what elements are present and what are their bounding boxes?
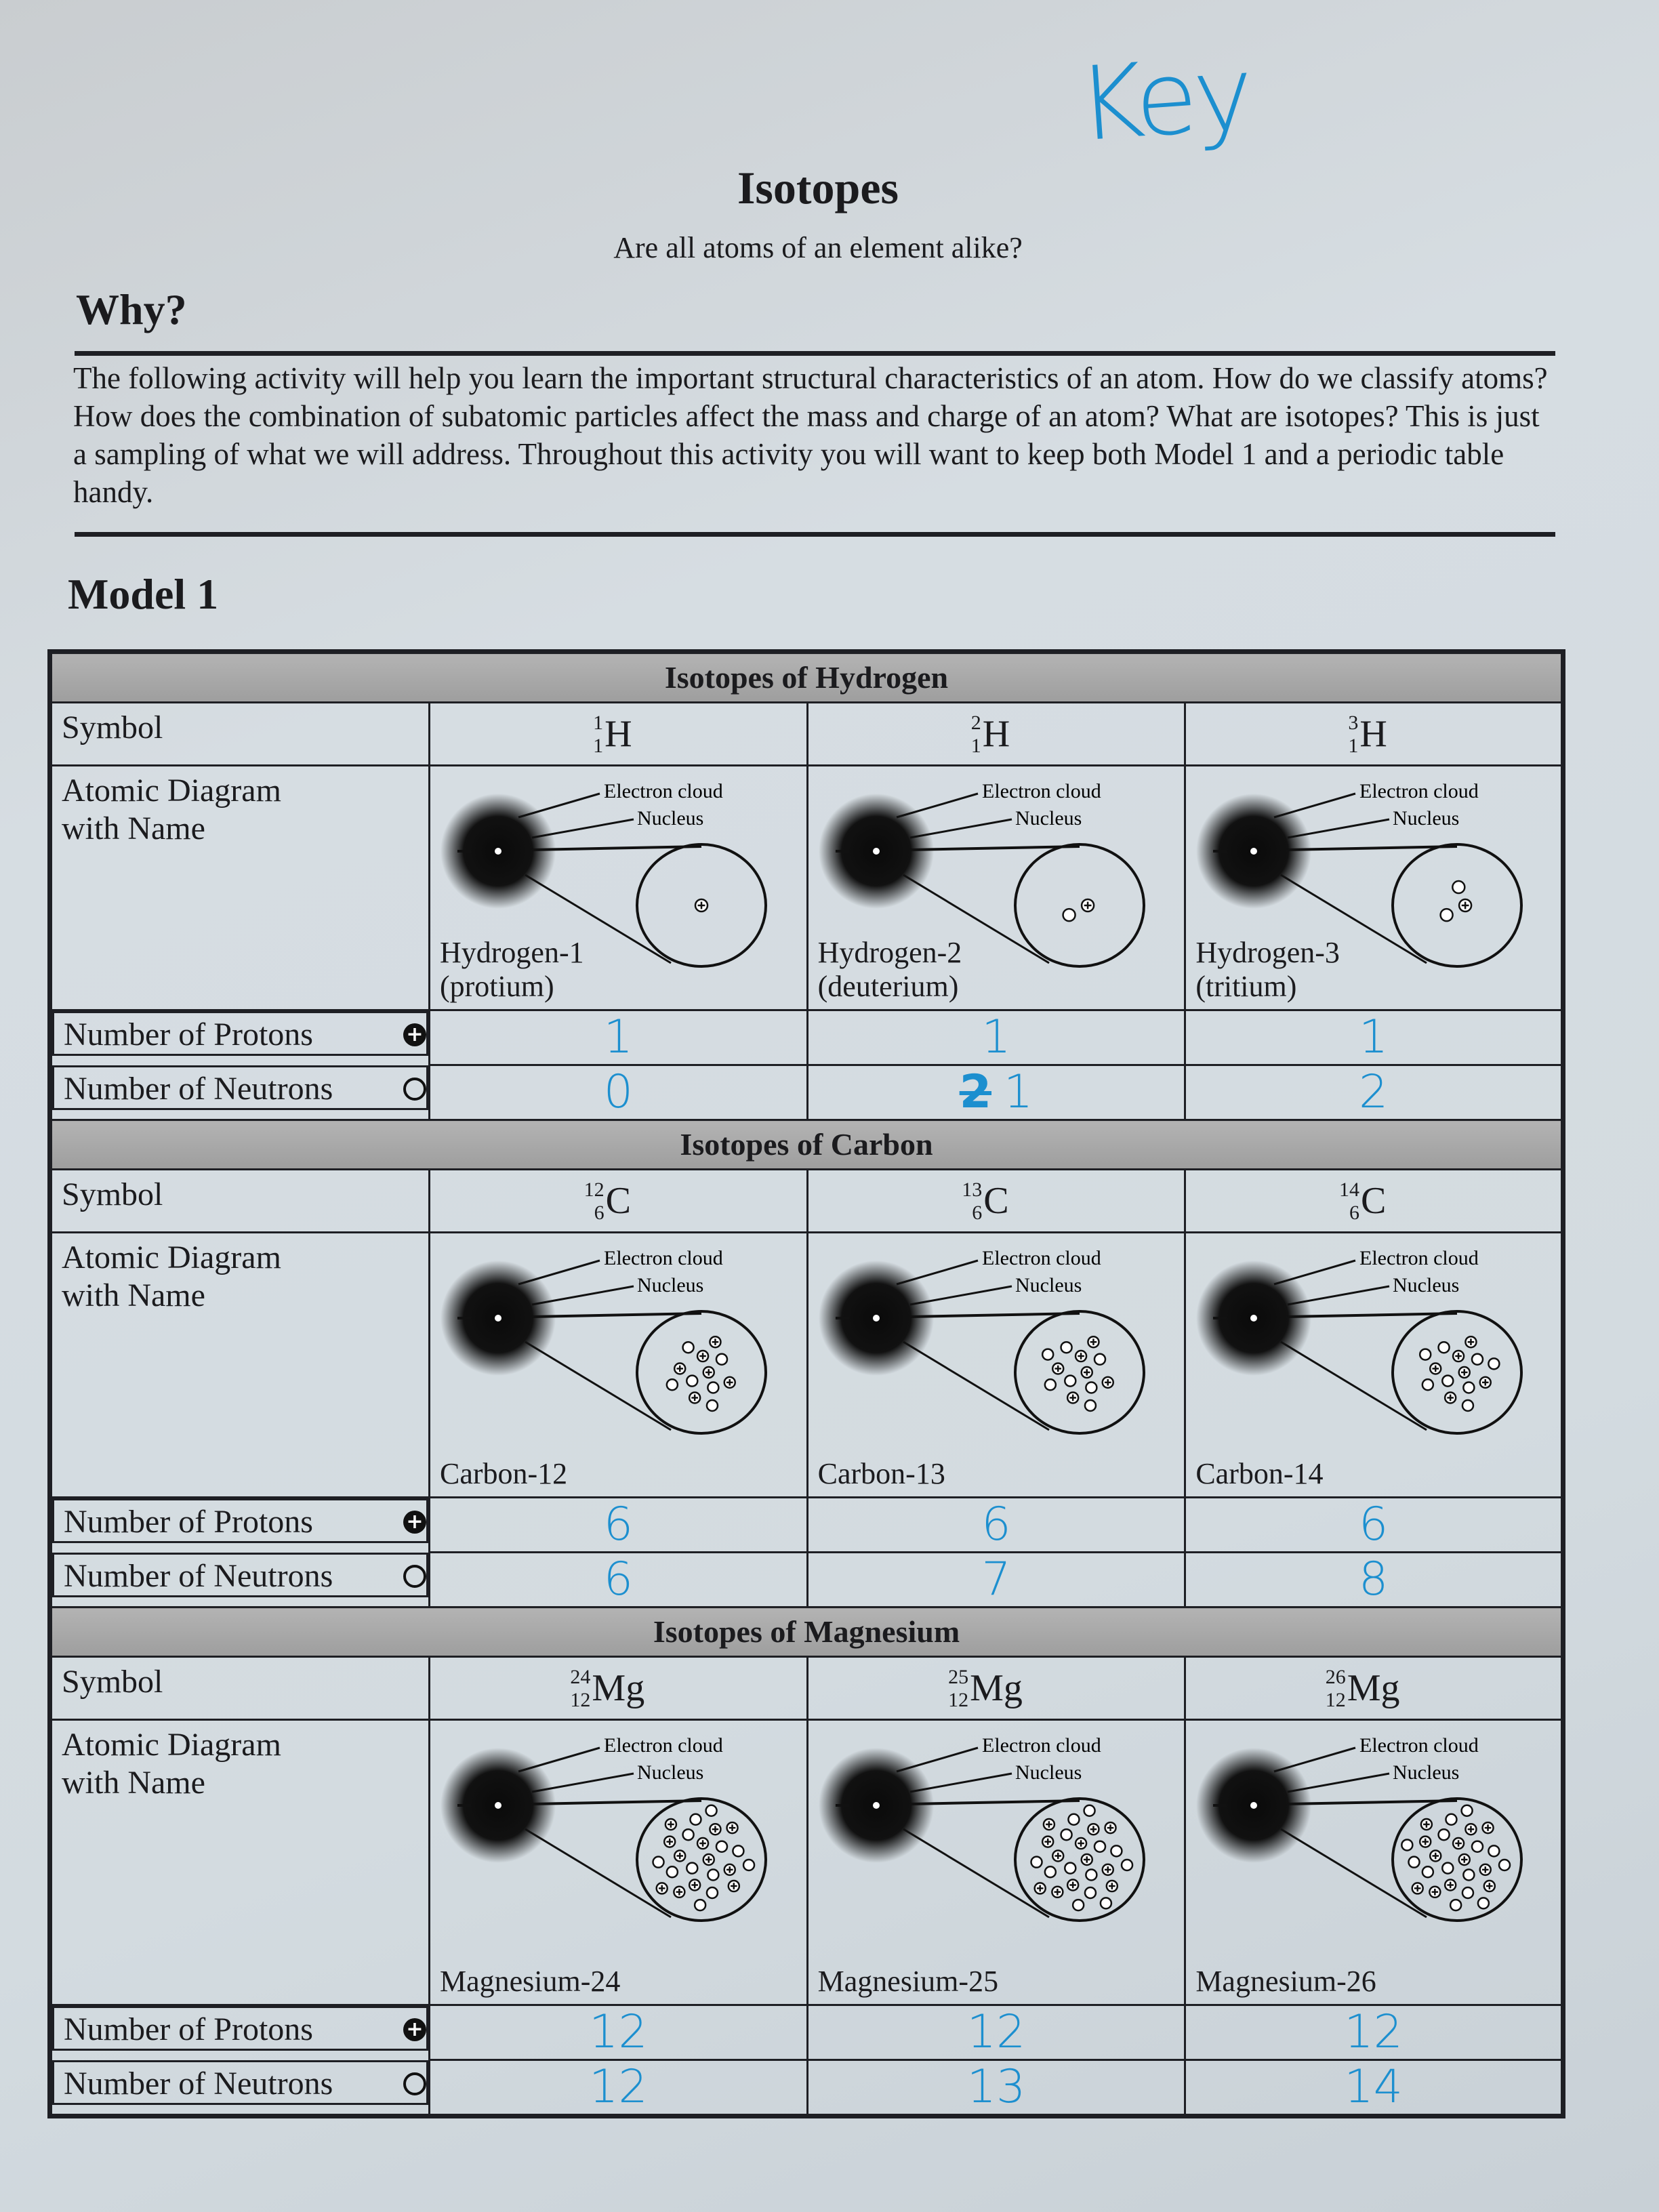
atom-diagram-icon — [1186, 1233, 1552, 1491]
atomic-number: 12 — [948, 1689, 969, 1711]
mass-number: 1 — [593, 712, 604, 734]
atom-diagram-icon — [430, 1233, 796, 1491]
answer-value: 0 — [603, 1065, 633, 1119]
neutron-particle — [1443, 1376, 1454, 1387]
answer-value: 13 — [966, 2060, 1026, 2114]
atom-diagram-icon — [808, 1721, 1174, 1999]
handwritten-answer-protons — [807, 1498, 1185, 1553]
isotope-common-name: (protium) — [440, 970, 554, 1003]
section-header-row — [50, 1120, 1563, 1170]
mass-number: 26 — [1325, 1666, 1346, 1688]
handwritten-answer-neutrons — [807, 2060, 1185, 2116]
atomic-number: 1 — [970, 735, 981, 757]
isotope-name-text: Magnesium-24 — [440, 1965, 621, 1998]
isotope-symbol — [807, 1170, 1185, 1233]
row-label-diagram: Atomic Diagram with Name — [50, 766, 430, 1010]
divider — [75, 532, 1555, 537]
divider — [75, 351, 1555, 356]
symbol-row — [50, 703, 1563, 766]
atomic-number: 1 — [593, 735, 604, 757]
neutron-particle — [1086, 1870, 1097, 1881]
electron-cloud-label: Electron cloud — [1359, 780, 1479, 802]
handwritten-answer-neutrons — [1185, 1553, 1563, 1607]
element-symbol: Mg — [592, 1667, 645, 1709]
neutron-particle — [1045, 1379, 1056, 1390]
symbol-row — [50, 1657, 1563, 1720]
isotope-symbol — [430, 1170, 808, 1233]
neutron-particle — [1462, 1805, 1473, 1816]
neutron-particle — [1462, 1887, 1473, 1898]
open-circle-icon — [403, 1565, 426, 1588]
page-title: Isotopes — [737, 162, 899, 213]
handwritten-answer-neutrons — [807, 1065, 1185, 1120]
electron-cloud-label: Electron cloud — [604, 1734, 723, 1757]
isotope-name — [1195, 1965, 1376, 1999]
mass-number: 13 — [962, 1179, 983, 1201]
neutron-particle — [1450, 1900, 1461, 1910]
neutron-particle — [695, 1900, 705, 1910]
neutron-particle — [687, 1376, 697, 1387]
neutron-particle — [1441, 909, 1453, 921]
neutron-particle — [1065, 1863, 1076, 1874]
atom-diagram-icon — [430, 1721, 796, 1999]
answer-value: 1 — [1359, 1010, 1389, 1064]
neutron-particle — [733, 1845, 743, 1856]
handwritten-answer-protons — [1185, 1498, 1563, 1553]
electron-cloud-label: Electron cloud — [981, 780, 1101, 802]
answer-value: 6 — [981, 1498, 1011, 1551]
element-symbol: H — [605, 713, 632, 755]
electron-cloud-label: Electron cloud — [604, 1247, 723, 1269]
answer-value: 8 — [1359, 1553, 1389, 1606]
neutron-particle — [1065, 1376, 1076, 1387]
neutron-particle — [1422, 1379, 1433, 1390]
nucleus-label: Nucleus — [1015, 1761, 1082, 1784]
isotope-name — [440, 1965, 620, 1999]
isotope-name-text: Hydrogen-1 — [440, 936, 584, 969]
neutron-particle — [716, 1354, 727, 1365]
neutron-particle — [1086, 1382, 1097, 1393]
electron-cloud-label: Electron cloud — [1359, 1734, 1479, 1757]
protons-row — [50, 2005, 1563, 2060]
handwritten-answer-protons — [807, 2005, 1185, 2060]
neutron-particle — [1402, 1839, 1413, 1850]
atom-diagram-icon — [808, 1233, 1174, 1491]
why-paragraph: The following activity will help you learn the important structural characteristics of an atom. How do we classify atoms? How does the combination of subatomic particles affect the mass and charge of an atom? What are isotopes? This is just a sampling of what we will address. Throughout this activity you will want to keep both Model 1 and a periodic table handy. — [73, 361, 1548, 509]
isotope-symbol — [1185, 1170, 1563, 1233]
neutrons-row — [50, 2060, 1563, 2116]
neutron-particle — [706, 1805, 717, 1816]
row-label-neutrons — [52, 1553, 428, 1597]
neutrons-row — [50, 1065, 1563, 1120]
neutron-particle — [1061, 1342, 1071, 1353]
atomic-number: 6 — [594, 1202, 605, 1224]
isotope-name-text: Hydrogen-2 — [817, 936, 962, 969]
neutron-particle — [1409, 1857, 1420, 1868]
row-label-diagram: Atomic Diagram with Name — [50, 1233, 430, 1498]
row-label-diagram: Atomic Diagram with Name — [50, 1720, 430, 2005]
handwritten-answer-neutrons — [1185, 1065, 1563, 1120]
row-label-text: Number of Neutrons — [64, 1070, 333, 1107]
neutron-particle — [743, 1860, 754, 1870]
protons-row — [50, 1498, 1563, 1553]
neutron-particle — [708, 1870, 718, 1881]
neutron-particle — [707, 1887, 718, 1898]
electron-cloud-label: Electron cloud — [981, 1247, 1101, 1269]
neutron-particle — [683, 1829, 694, 1840]
atomic-number: 6 — [1349, 1202, 1359, 1224]
neutron-particle — [1472, 1841, 1483, 1852]
mass-number: 14 — [1338, 1179, 1359, 1201]
answer-value: 12 — [589, 2060, 648, 2114]
neutron-particle — [707, 1400, 718, 1411]
why-heading: Why? — [76, 285, 187, 333]
isotope-name-text: Magnesium-25 — [817, 1965, 999, 1998]
diagram-row — [50, 766, 1563, 1010]
neutron-particle — [1472, 1354, 1483, 1365]
answer-value: 14 — [1344, 2060, 1403, 2114]
neutron-particle — [1073, 1900, 1084, 1910]
neutron-particle — [1489, 1845, 1500, 1856]
neutron-particle — [1439, 1342, 1450, 1353]
atomic-number: 12 — [570, 1689, 591, 1711]
handwritten-answer-neutrons — [430, 1553, 808, 1607]
neutron-particle — [1499, 1860, 1510, 1870]
isotope-symbol — [430, 1657, 808, 1720]
row-label-neutrons — [52, 2060, 428, 2105]
neutron-particle — [1101, 1898, 1111, 1908]
handwritten-answer-neutrons — [430, 2060, 808, 2116]
plus-circle-icon: + — [403, 1023, 426, 1046]
answer-value: 1 — [981, 1010, 1011, 1064]
diagram-row — [50, 1233, 1563, 1498]
mass-number: 25 — [948, 1666, 969, 1688]
handwritten-answer-protons — [1185, 1010, 1563, 1065]
isotope-name — [1195, 936, 1340, 1004]
isotope-name-text: Hydrogen-3 — [1195, 936, 1340, 969]
row-label-protons — [52, 1498, 428, 1543]
element-symbol: C — [983, 1180, 1009, 1222]
atom-diagram-icon — [1186, 1721, 1552, 1999]
section-header-row — [50, 652, 1563, 703]
page-subtitle: Are all atoms of an element alike? — [613, 231, 1023, 264]
handwritten-answer-protons — [807, 1010, 1185, 1065]
answer-value: 12 — [589, 2005, 648, 2059]
isotope-name-text: Carbon-14 — [1195, 1457, 1324, 1490]
neutron-particle — [1443, 1863, 1454, 1874]
nucleus-label: Nucleus — [637, 1761, 704, 1784]
neutron-particle — [1462, 1400, 1473, 1411]
row-label-protons — [52, 2006, 428, 2051]
handwritten-answer-protons — [430, 2005, 808, 2060]
neutron-particle — [1061, 1829, 1071, 1840]
neutron-particle — [1453, 881, 1465, 893]
electron-cloud-label: Electron cloud — [1359, 1247, 1479, 1269]
row-label-text: Number of Protons — [64, 2011, 313, 2047]
handwritten-answer-protons — [430, 1010, 808, 1065]
isotope-name — [818, 1965, 998, 1999]
neutron-particle — [1439, 1829, 1450, 1840]
section-title: Isotopes of Magnesium — [50, 1607, 1563, 1657]
section-title: Isotopes of Hydrogen — [50, 652, 1563, 703]
answer-value: 1 — [1004, 1065, 1033, 1119]
isotope-symbol — [1185, 1657, 1563, 1720]
atomic-diagram — [807, 766, 1185, 1010]
nucleus-label: Nucleus — [1015, 807, 1082, 830]
mass-number: 24 — [570, 1666, 591, 1688]
neutron-particle — [1094, 1354, 1105, 1365]
plus-circle-icon: + — [403, 2018, 426, 2041]
handwritten-key-annotation: Key — [1073, 35, 1254, 165]
isotope-name-text: Magnesium-26 — [1195, 1965, 1376, 1998]
neutron-particle — [1068, 1814, 1079, 1825]
isotope-name — [1195, 1457, 1323, 1491]
nucleus-label: Nucleus — [637, 1274, 704, 1296]
nucleus-label: Nucleus — [1393, 1274, 1460, 1296]
answer-value: 1 — [603, 1010, 633, 1064]
neutron-particle — [1085, 1400, 1096, 1411]
row-label-protons — [52, 1011, 428, 1056]
atomic-number: 1 — [1348, 735, 1359, 757]
neutron-particle — [1478, 1898, 1489, 1908]
mass-number: 3 — [1348, 712, 1359, 734]
answer-value: 2 — [1359, 1065, 1389, 1119]
neutrons-row — [50, 1553, 1563, 1607]
row-label-text: Number of Protons — [64, 1504, 313, 1540]
symbol-row — [50, 1170, 1563, 1233]
atomic-diagram — [807, 1720, 1185, 2005]
handwritten-answer-neutrons — [1185, 2060, 1563, 2116]
neutron-particle — [1045, 1866, 1056, 1877]
answer-value: 12 — [966, 2005, 1026, 2059]
row-label-symbol: Symbol — [50, 1657, 430, 1720]
isotope-name-text: Carbon-13 — [817, 1457, 945, 1490]
neutron-particle — [653, 1857, 664, 1868]
neutron-particle — [1063, 909, 1075, 921]
neutron-particle — [1084, 1805, 1094, 1816]
neutron-particle — [1122, 1860, 1132, 1870]
neutron-particle — [683, 1342, 694, 1353]
answer-value: 6 — [603, 1498, 633, 1551]
electron-cloud-label: Electron cloud — [604, 780, 723, 802]
neutron-particle — [667, 1379, 678, 1390]
nucleus-label: Nucleus — [637, 807, 704, 830]
neutron-particle — [1420, 1349, 1431, 1360]
isotope-common-name: (deuterium) — [817, 970, 959, 1003]
diagram-row — [50, 1720, 1563, 2005]
atomic-diagram — [430, 766, 808, 1010]
element-symbol: C — [605, 1180, 631, 1222]
isotope-name — [818, 1457, 945, 1491]
isotope-name — [440, 1457, 567, 1491]
neutron-particle — [1085, 1887, 1096, 1898]
handwritten-answer-neutrons — [807, 1553, 1185, 1607]
neutron-particle — [716, 1841, 727, 1852]
neutron-particle — [1094, 1841, 1105, 1852]
row-label-text: Number of Neutrons — [64, 2065, 333, 2102]
isotope-name — [818, 936, 962, 1004]
neutron-particle — [1446, 1814, 1457, 1825]
isotope-symbol — [807, 703, 1185, 766]
neutron-particle — [1042, 1349, 1053, 1360]
nucleus-label: Nucleus — [1393, 807, 1460, 830]
isotopes-table — [47, 649, 1565, 2118]
neutron-particle — [1464, 1382, 1475, 1393]
neutron-particle — [667, 1866, 678, 1877]
mass-number: 12 — [583, 1179, 605, 1201]
element-symbol: C — [1360, 1180, 1387, 1222]
isotope-name-text: Carbon-12 — [440, 1457, 568, 1490]
handwritten-answer-neutrons — [430, 1065, 808, 1120]
neutron-particle — [690, 1814, 701, 1825]
neutron-particle — [687, 1863, 697, 1874]
element-symbol: H — [982, 713, 1010, 755]
neutron-particle — [1464, 1870, 1475, 1881]
row-label-symbol: Symbol — [50, 1170, 430, 1233]
atomic-diagram — [1185, 1233, 1563, 1498]
section-header-row — [50, 1607, 1563, 1657]
element-symbol: Mg — [1347, 1667, 1400, 1709]
neutron-particle — [1111, 1845, 1122, 1856]
neutron-particle — [1422, 1866, 1433, 1877]
atomic-number: 12 — [1325, 1689, 1346, 1711]
neutron-particle — [1489, 1358, 1500, 1369]
atomic-diagram — [1185, 766, 1563, 1010]
element-symbol: Mg — [970, 1667, 1023, 1709]
neutron-particle — [708, 1382, 718, 1393]
nucleus-label: Nucleus — [1393, 1761, 1460, 1784]
open-circle-icon — [403, 2072, 426, 2095]
protons-row — [50, 1010, 1563, 1065]
row-label-symbol: Symbol — [50, 703, 430, 766]
answer-value: 6 — [603, 1553, 633, 1606]
isotope-name — [440, 936, 584, 1004]
crossed-out-answer: 2 — [959, 1065, 992, 1119]
isotope-symbol — [430, 703, 808, 766]
nucleus-label: Nucleus — [1015, 1274, 1082, 1296]
answer-value: 7 — [981, 1553, 1011, 1606]
atomic-diagram — [430, 1720, 808, 2005]
mass-number: 2 — [970, 712, 981, 734]
isotope-symbol — [807, 1657, 1185, 1720]
atomic-diagram — [807, 1233, 1185, 1498]
electron-cloud-label: Electron cloud — [981, 1734, 1101, 1757]
row-label-neutrons — [52, 1065, 428, 1110]
answer-value: 6 — [1359, 1498, 1389, 1551]
row-label-text: Number of Protons — [64, 1017, 313, 1052]
atomic-diagram — [430, 1233, 808, 1498]
element-symbol: H — [1359, 713, 1387, 755]
open-circle-icon — [403, 1078, 426, 1101]
handwritten-answer-protons — [1185, 2005, 1563, 2060]
handwritten-answer-protons — [430, 1498, 808, 1553]
row-label-text: Number of Neutrons — [64, 1557, 333, 1594]
model-heading: Model 1 — [68, 570, 219, 618]
atomic-diagram — [1185, 1720, 1563, 2005]
isotope-symbol — [1185, 703, 1563, 766]
atomic-number: 6 — [972, 1202, 983, 1224]
section-title: Isotopes of Carbon — [50, 1120, 1563, 1170]
neutron-particle — [1031, 1857, 1042, 1868]
plus-circle-icon: + — [403, 1511, 426, 1534]
answer-value: 12 — [1344, 2005, 1403, 2059]
isotope-common-name: (tritium) — [1195, 970, 1297, 1003]
